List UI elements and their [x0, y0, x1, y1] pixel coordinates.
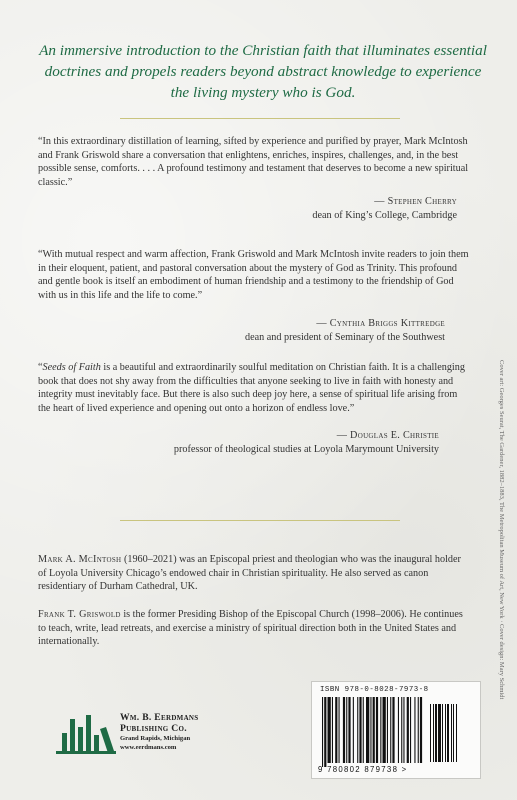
barcode-digits: 9 780802 879738 >: [318, 765, 408, 774]
top-divider: [120, 118, 400, 119]
tagline: An immersive introduction to the Christian faith that illuminates essential doctrines and propels readers beyond abstract knowledge to experience the living mystery who is God.: [39, 42, 487, 101]
barcode-bar: [324, 697, 326, 767]
barcode-bar: [433, 704, 434, 762]
barcode-bar: [456, 704, 457, 762]
book-title: Seeds of Faith: [42, 362, 101, 373]
barcode-bar: [407, 697, 409, 763]
quote-3-role: professor of theological studies at Loyola Marymount University: [173, 444, 439, 455]
publisher-name-2: Publishing Co.: [120, 723, 187, 734]
author-bio-2: [38, 608, 470, 649]
bottom-divider: [120, 520, 400, 521]
isbn-label: ISBN 978-0-8028-7973-8: [320, 686, 429, 694]
barcode-bar: [339, 697, 340, 763]
barcode-bar: [435, 704, 437, 762]
endorsement-quote-1: [38, 135, 470, 189]
publisher-website: www.eerdmans.com: [120, 744, 177, 751]
endorsement-quote-2: [38, 248, 470, 302]
barcode-bar: [401, 697, 402, 763]
barcode-bar: [363, 697, 364, 763]
barcode-bar: [328, 697, 331, 763]
barcode-bar: [403, 697, 404, 763]
publisher-city: Grand Rapids, Michigan: [120, 735, 191, 742]
barcode-bar: [398, 697, 399, 763]
publisher-info: [120, 712, 198, 752]
barcode-bar: [366, 697, 369, 763]
barcode-icon: [312, 682, 480, 778]
eerdmans-logo-icon: [56, 705, 116, 755]
barcode-bar: [348, 697, 350, 763]
publisher-name-1: Wm. B. Eerdmans: [120, 712, 199, 723]
barcode-bar: [359, 697, 361, 763]
bio-2-name: Frank T. Griswold: [38, 609, 121, 620]
author-bio-1: [38, 553, 470, 594]
barcode-bar: [445, 704, 446, 762]
barcode-bar: [420, 697, 422, 763]
barcode-bar: [376, 697, 378, 763]
barcode-bar: [430, 704, 431, 762]
barcode-bar: [383, 697, 386, 763]
barcode-bar: [332, 697, 333, 763]
barcode-bar: [370, 697, 371, 763]
cover-credit: Cover art: Georges Seurat, The Gardener, 1882–1883, The Metropolitan Museum of Art, New York · Cover design: Mary Schmidt: [498, 360, 505, 700]
quote-2-text: “With mutual respect and warm affection, Frank Griswold and Mark McIntosh invite readers to join them in their eloquent, patient, and pastoral conversation about the mystery of God as Trinity. This profound and gentle book is itself an embodiment of human friendship and a testimony to the friendship of God with us in this life and the life to come.”: [38, 249, 469, 301]
quote-1-role: dean of King’s College, Cambridge: [312, 210, 457, 221]
barcode-bar: [438, 704, 441, 762]
barcode-bar: [390, 697, 391, 763]
quote-2-author: — Cynthia Briggs Kittredge: [316, 318, 445, 329]
barcode-bar: [346, 697, 347, 763]
barcode-bar: [353, 697, 354, 763]
bio-1-name: Mark A. McIntosh: [38, 554, 122, 565]
barcode-bar: [335, 697, 337, 763]
barcode-bar: [322, 697, 323, 767]
barcode-bar: [387, 697, 388, 763]
quote-2-role: dean and president of Seminary of the Southwest: [244, 332, 445, 343]
barcode-panel: [311, 681, 481, 779]
barcode-bar: [442, 704, 443, 762]
endorsement-quote-3: [38, 361, 470, 415]
barcode-bar: [447, 704, 449, 762]
barcode-bar: [453, 704, 454, 762]
barcode-bar: [343, 697, 345, 763]
barcode-bar: [357, 697, 358, 763]
barcode-bar: [373, 697, 375, 763]
barcode-bar: [380, 697, 381, 763]
bio-2-text: is the former Presiding Bishop of the Episcopal Church (1998–2006). He continues to teach, write, lead retreats, and exercise a ministry of spiritual direction both in the United States and internationally.: [38, 609, 463, 648]
quote-1-author: — Stephen Cherry: [374, 196, 457, 207]
quote-3-author: — Douglas E. Christie: [336, 430, 439, 441]
quote-1-text: “In this extraordinary distillation of learning, sifted by experience and purified by prayer, Mark McIntosh and Frank Griswold share a conversation that enlightens, enriches, inspires, challenges, and, in the best possible sense, comforts. . . . A profound testimony and testament that deserves to become a new spiritual classic.”: [38, 136, 469, 188]
bio-1-text: (1960–2021) was an Episcopal priest and theologian who was the inaugural holder of Loyola University Chicago’s endowed chair in Christian spirituality. He also served as canon residentiary of Durham Cathedral, UK.: [38, 554, 461, 593]
barcode-bar: [418, 697, 419, 763]
barcode-bar: [414, 697, 415, 763]
barcode-bar: [410, 697, 411, 763]
quote-3-text: “Seeds of Faith is a beautiful and extraordinarily soulful meditation on Christian faith. It is a challenging book that does not shy away from the difficulties that anyone seeking to live in faith with honesty and integrity must inevitably face. But there is also such deep joy here, a sense of spiritual life arising from the heart of lived experience and opening out onto a horizon of endless love.”: [38, 362, 465, 414]
barcode-bar: [392, 697, 394, 763]
barcode-bar: [451, 704, 452, 762]
